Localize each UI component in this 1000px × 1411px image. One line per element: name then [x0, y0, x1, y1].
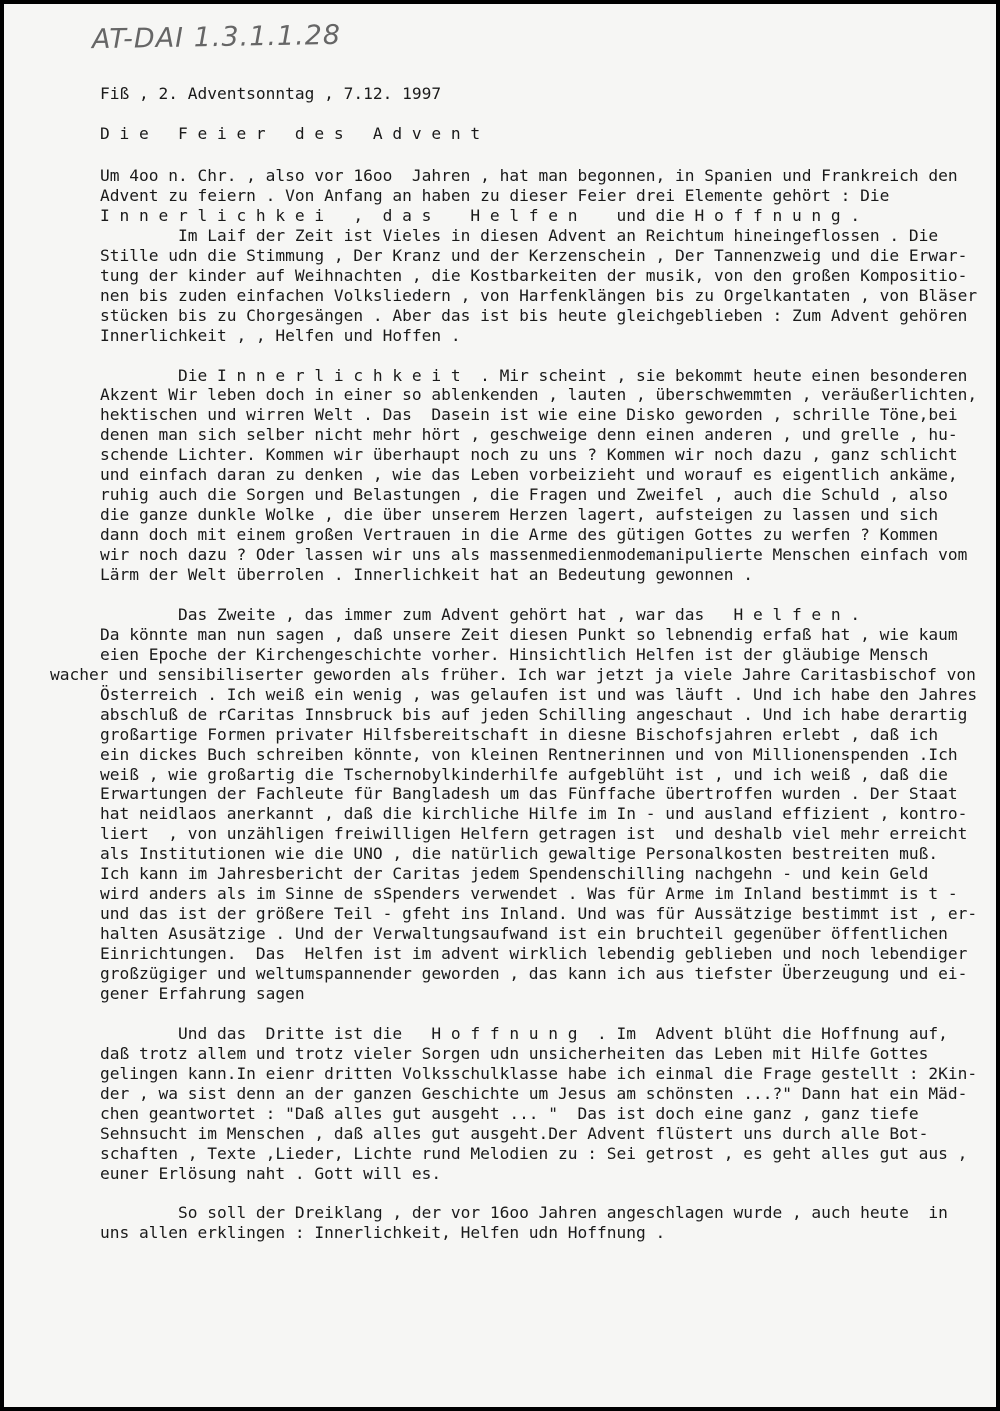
archive-number-handwritten: AT-DAI 1.3.1.1.28: [91, 19, 342, 56]
text-line: und einfach daran zu denken , wie das Leben vorbeizieht und worauf es eigentlich ankäme,: [100, 465, 958, 485]
text-line: Um 4oo n. Chr. , also vor 16oo Jahren , hat man begonnen, in Spanien und Frankreich den: [100, 166, 958, 185]
text-line: ruhig auch die Sorgen und Belastungen , die Fragen und Zweifel , auch die Schuld , also: [100, 485, 948, 505]
text-line: Erwartungen der Fachleute für Bangladesh um das Fünffache übertroffen wurden . Der Staat: [100, 784, 958, 804]
text-line: euner Erlösung naht . Gott will es.: [100, 1163, 442, 1183]
text-line: denen man sich selber nicht mehr hört , geschweige denn einen anderen , und grelle , hu-: [100, 425, 958, 445]
text-line: schende Lichter. Kommen wir überhaupt noch zu uns ? Kommen wir noch dazu , ganz schlicht: [100, 445, 958, 465]
text-line: die ganze dunkle Wolke , die über unserem Herzen lagert, aufsteigen zu lassen und sich: [100, 505, 939, 525]
text-line: chen geantwortet : "Daß alles gut ausgeht ... " Das ist doch eine ganz , ganz tiefe: [100, 1103, 919, 1123]
document-page: [4, 4, 996, 1407]
text-line: großzügiger und weltumspannender geworden , das kann ich aus tiefster Überzeugung und ei-: [100, 964, 968, 983]
text-line: nen bis zuden einfachen Volksliedern , von Harfenklängen bis zu Orgelkantaten , von Bläser: [100, 285, 978, 305]
text-line: Innerlichkeit , , Helfen und Hoffen .: [100, 325, 461, 345]
document-title: D i e F e i e r d e s A d v e n t: [100, 124, 481, 143]
text-line: Im Laif der Zeit ist Vieles in diesen Advent an Reichtum hineingeflossen . Die: [100, 225, 939, 245]
text-line: großartige Formen privater Hilfsbereitschaft in diesne Bischofsjahren erlebt , daß ich: [100, 724, 939, 744]
text-line: wird anders als im Sinne de sSpenders verwendet . Was für Arme im Inland bestimmt is t -: [100, 884, 958, 904]
text-line: Da könnte man nun sagen , daß unsere Zeit diesen Punkt so lebnendig erfaß hat , wie kaum: [100, 624, 958, 644]
text-line: Österreich . Ich weiß ein wenig , was gelaufen ist und was läuft . Und ich habe den Jahres: [100, 684, 978, 704]
text-line: gener Erfahrung sagen: [100, 983, 305, 1003]
text-line: der , wa sist denn an der ganzen Geschichte um Jesus am schönsten ...?" Dann hat ein Mäd-: [100, 1083, 968, 1103]
text-line: Und das Dritte ist die H o f f n u n g . Im Advent blüht die Hoffnung auf,: [100, 1023, 948, 1043]
text-line: als Institutionen wie die UNO , die natürlich gewaltige Personalkosten bestreiten muß.: [100, 844, 939, 864]
text-line: weiß , wie großartig die Tschernobylkinderhilfe aufgeblüht ist , und ich weiß , daß die: [100, 764, 948, 784]
text-line: Ich kann im Jahresbericht der Caritas jedem Spendenschilling nachgehn - und kein Geld: [100, 864, 929, 884]
text-line: tung der kinder auf Weihnachten , die Kostbarkeiten der musik, von den großen Kompositio-: [100, 265, 968, 285]
text-line: wacher und sensibiliserter geworden als früher. Ich war jetzt ja viele Jahre Caritasbischof von: [50, 664, 976, 684]
text-line: abschluß de rCaritas Innsbruck bis auf jeden Schilling angeschaut . Und ich habe derartig: [100, 704, 968, 724]
text-line: Einrichtungen. Das Helfen ist im advent wirklich lebendig geblieben und noch lebendiger: [100, 944, 968, 964]
text-line: wir noch dazu ? Oder lassen wir uns als massenmedienmodemanipulierte Menschen einfach vom: [100, 545, 968, 565]
text-line: dann doch mit einem großen Vertrauen in die Arme des gütigen Gottes zu werfen ? Kommen: [100, 525, 939, 545]
text-line: hektischen und wirren Welt . Das Dasein ist wie eine Disko geworden , schrille Töne,bei: [100, 405, 958, 425]
text-line: eien Epoche der Kirchengeschichte vorher. Hinsichtlich Helfen ist der gläubige Mensch: [100, 644, 929, 664]
text-line: gelingen kann.In eienr dritten Volksschulklasse habe ich einmal die Frage gestellt : 2Kin-: [100, 1063, 978, 1083]
text-line: uns allen erklingen : Innerlichkeit, Helfen udn Hoffnung .: [100, 1223, 666, 1243]
text-line: stücken bis zu Chorgesängen . Aber das ist bis heute gleichgeblieben : Zum Advent gehören: [100, 305, 968, 325]
text-line: Advent zu feiern . Von Anfang an haben zu dieser Feier drei Elemente gehört : Die: [100, 185, 890, 205]
text-line: Akzent Wir leben doch in einer so ablenkenden , lauten , überschwemmten , veräußerlichten,: [100, 385, 978, 405]
header-line: Fiß , 2. Adventsonntag , 7.12. 1997: [100, 84, 442, 103]
text-line: halten Asusätzige . Und der Verwaltungsaufwand ist ein bruchteil gegenüber öffentlichen: [100, 924, 948, 944]
text-line: hat neidlaos anerkannt , daß die kirchliche Hilfe im In - und ausland effizient , kontro-: [100, 804, 968, 824]
text-line: So soll der Dreiklang , der vor 16oo Jahren angeschlagen wurde , auch heute in: [100, 1203, 948, 1223]
text-line: Das Zweite , das immer zum Advent gehört hat , war das H e l f e n .: [100, 604, 861, 624]
text-line: Sehnsucht im Menschen , daß alles gut ausgeht.Der Advent flüstert uns durch alle Bot-: [100, 1123, 929, 1143]
text-line: Die I n n e r l i c h k e i t . Mir scheint , sie bekommt heute einen besonderen: [100, 365, 968, 385]
text-line: liert , von unzähligen freiwilligen Helfern getragen ist und deshalb viel mehr erreicht: [100, 824, 968, 844]
text-line: ein dickes Buch schreiben könnte, von kleinen Rentnerinnen und von Millionenspenden .Ich: [100, 744, 958, 764]
text-line: und das ist der größere Teil - gfeht ins Inland. Und was für Aussätzige bestimmt ist , er-: [100, 904, 978, 924]
text-line: Stille udn die Stimmung , Der Kranz und der Kerzenschein , Der Tannenzweig und die Erwar-: [100, 245, 968, 265]
text-line: Lärm der Welt überrolen . Innerlichkeit hat an Bedeutung gewonnen .: [100, 565, 753, 584]
text-line: I n n e r l i c h k e i , d a s H e l f e n und die H o f f n u n g .: [100, 205, 861, 225]
text-line: daß trotz allem und trotz vieler Sorgen udn unsicherheiten das Leben mit Hilfe Gottes: [100, 1043, 929, 1063]
text-line: schaften , Texte ,Lieder, Lichte rund Melodien zu : Sei getrost , es geht alles gut aus ,: [100, 1143, 968, 1163]
